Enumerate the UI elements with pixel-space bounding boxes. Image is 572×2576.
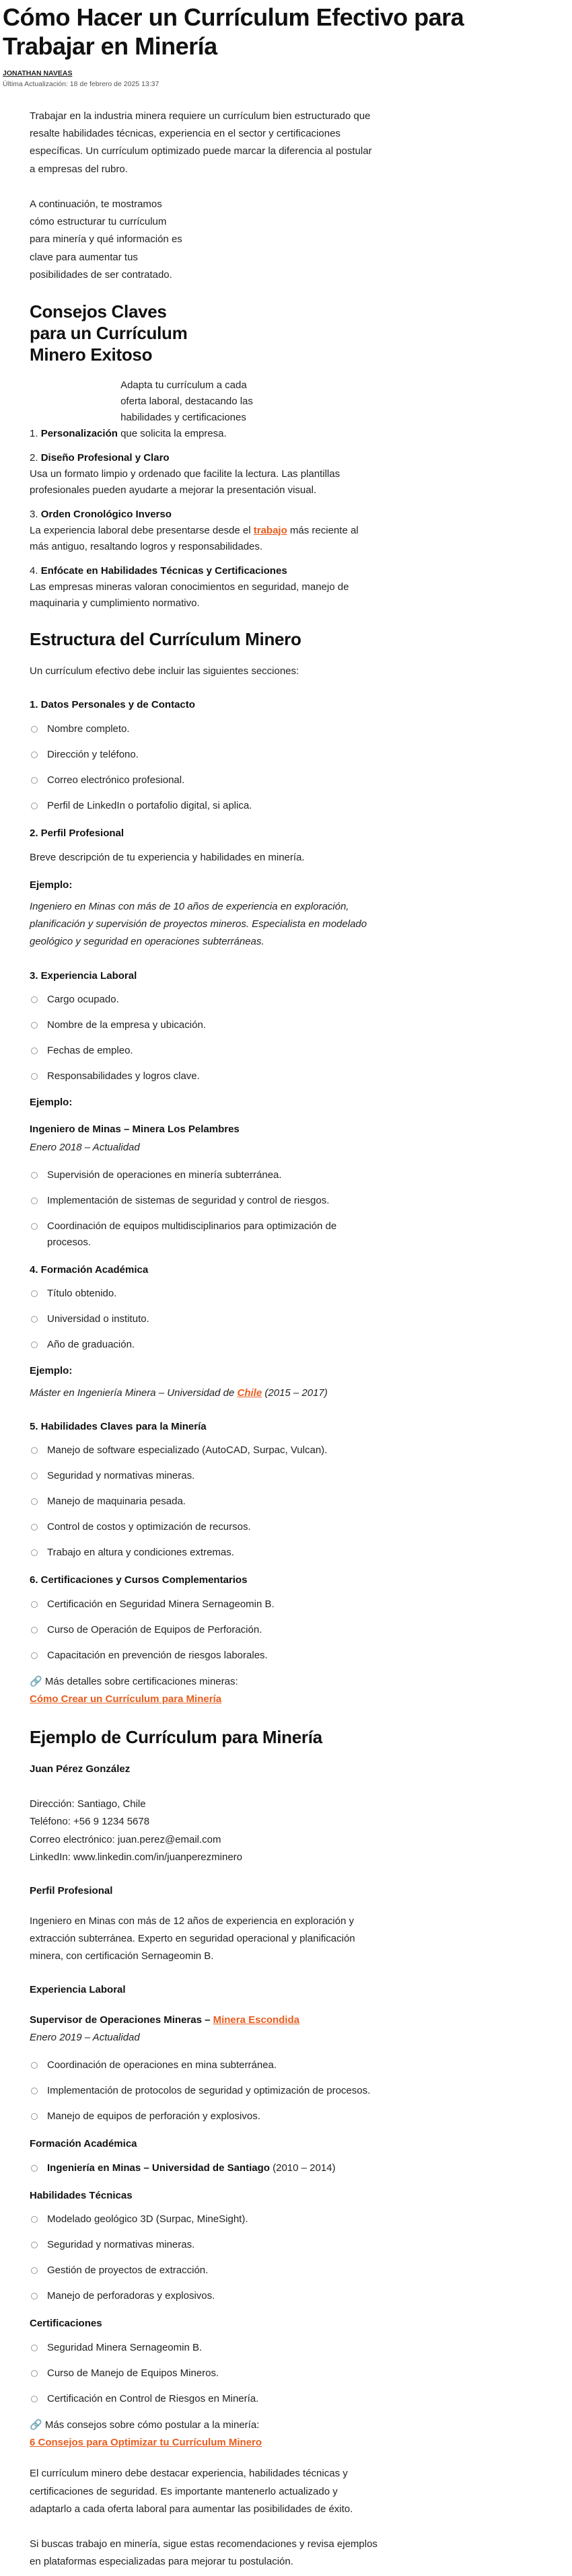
tip-item	[30, 507, 380, 555]
subsection-title: 3. Experiencia Laboral	[30, 969, 137, 982]
bullet-list	[30, 1596, 380, 1664]
tip-body	[120, 377, 255, 442]
link-icon: 🔗	[30, 2419, 42, 2431]
example-label: Ejemplo:	[30, 879, 73, 891]
subsection-title: 2. Perfil Profesional	[30, 827, 124, 839]
tip-body-text: La experiencia laboral debe presentarse desde el	[30, 525, 254, 537]
subsection-title: 6. Certificaciones y Cursos Complementarios	[30, 1574, 248, 1586]
bullet-list	[30, 2211, 380, 2304]
list-item: Seguridad Minera Sernageomin B.	[30, 2340, 380, 2356]
subsection-title: 5. Habilidades Claves para la Minería	[30, 1420, 207, 1432]
subsection-title: Experiencia Laboral	[30, 1984, 126, 1996]
list-item: Manejo de maquinaria pesada.	[30, 1494, 380, 1510]
list-item: Certificación en Control de Riesgos en Minería.	[30, 2391, 380, 2407]
closing-paragraph: El currículum minero debe destacar experiencia, habilidades técnicas y certificaciones de seguridad. Es importante mantenerlo actualizado y adaptarlo a cada oferta laboral para aumentar las posibilidades de éxito.	[30, 2468, 353, 2515]
list-item: Fechas de empleo.	[30, 1043, 380, 1059]
list-item: Perfil de LinkedIn o portafolio digital, si aplica.	[30, 798, 380, 814]
list-item: Certificación en Seguridad Minera Sernageomin B.	[30, 1596, 380, 1613]
byline	[3, 69, 559, 90]
bullet-list	[30, 2057, 380, 2125]
list-item: Coordinación de equipos multidisciplinarios para optimización de procesos.	[30, 1218, 380, 1251]
tip-title: Enfócate en Habilidades Técnicas y Certificaciones	[40, 565, 287, 577]
list-item: Nombre de la empresa y ubicación.	[30, 1017, 380, 1033]
section-heading-structure: Estructura del Currículum Minero	[30, 629, 301, 650]
list-item: Seguridad y normativas mineras.	[30, 1468, 380, 1484]
tip-body-text: más reciente al más antiguo, resaltando logros y responsabilidades.	[30, 525, 359, 553]
subsection-body: Breve descripción de tu experiencia y habilidades en minería.	[30, 852, 305, 864]
example-text: Ingeniero en Minas con más de 10 años de experiencia en exploración, planificación y supervisión de proyectos mineros. Especialista en modelado geológico y seguridad en operaciones subterráneas.	[30, 900, 367, 948]
article-body	[30, 108, 380, 2571]
list-item: Control de costos y optimización de recursos.	[30, 1519, 380, 1535]
spacer	[30, 1907, 380, 1913]
structure-lead: Un currículum efectivo debe incluir las siguientes secciones:	[30, 665, 299, 677]
cv-contact	[30, 1796, 380, 1866]
spacer	[30, 1115, 380, 1121]
chile-link[interactable]: Chile	[237, 1387, 262, 1399]
list-item: Coordinación de operaciones en mina subterránea.	[30, 2057, 380, 2073]
author-link[interactable]: JONATHAN NAVEAS	[3, 69, 73, 78]
tip-item	[30, 377, 380, 442]
cv-profile: Ingeniero en Minas con más de 12 años de experiencia en exploración y extracción subterránea. Experto en seguridad operacional y planificación minera, con certificación Sernageomin B.	[30, 1915, 355, 1962]
bullet-list	[30, 1442, 380, 1561]
subsection-title: Certificaciones	[30, 2318, 102, 2330]
more-info-text: Más consejos sobre cómo postular a la minería:	[44, 2419, 260, 2431]
cv-name: Juan Pérez González	[30, 1763, 131, 1775]
tip-body: Usa un formato limpio y ordenado que facilite la lectura. Las plantillas profesionales pueden ayudarte a mejorar la presentación visual.	[30, 468, 341, 496]
cv-job-title-text: Supervisor de Operaciones Mineras –	[30, 2014, 213, 2026]
list-item: Supervisión de operaciones en minería subterránea.	[30, 1167, 380, 1183]
tip-number: 1.	[30, 428, 38, 440]
subsection-title: 1. Datos Personales y de Contacto	[30, 699, 195, 711]
list-item: Dirección y teléfono.	[30, 747, 380, 763]
section-heading-example-cv: Ejemplo de Currículum para Minería	[30, 1727, 322, 1748]
tip-body: Las empresas mineras valoran conocimientos en seguridad, manejo de maquinaria y cumplimiento normativo.	[30, 581, 349, 610]
list-item: Trabajo en altura y condiciones extremas.	[30, 1545, 380, 1561]
related-article-link[interactable]: 6 Consejos para Optimizar tu Currículum Minero	[30, 2437, 262, 2449]
education-years: (2010 – 2014)	[269, 2162, 336, 2174]
contact-line: Teléfono: +56 9 1234 5678	[30, 1816, 150, 1828]
example-job-title: Ingeniero de Minas – Minera Los Pelambres	[30, 1124, 240, 1136]
list-item: Curso de Manejo de Equipos Mineros.	[30, 2365, 380, 2382]
intro-paragraph: Trabajar en la industria minera requiere un currículum bien estructurado que resalte habilidades técnicas, experiencia en el sector y certificaciones específicas. Un currículum optimizado puede marcar la diferencia al postular a empresas del rubro.	[30, 110, 372, 175]
subsection-title: Habilidades Técnicas	[30, 2189, 133, 2201]
minera-escondida-link[interactable]: Minera Escondida	[213, 2014, 299, 2026]
bullet-list	[30, 2160, 380, 2176]
tip-body-text: Adapta tu currículum a cada oferta laboral, destacando las habilidades y certificaciones que solicita la empresa.	[120, 379, 253, 440]
bullet-list	[30, 992, 380, 1084]
intro-paragraph-2: A continuación, te mostramos cómo estructurar tu currículum para minería y qué información es clave para aumentar tus posibilidades de ser contratado.	[30, 198, 182, 281]
list-item: Universidad o instituto.	[30, 1311, 380, 1327]
closing-paragraph-2: Si buscas trabajo en minería, sigue estas recomendaciones y revisa ejemplos en plataformas especializadas para mejorar tu postulación.	[30, 2538, 378, 2568]
list-item: Año de graduación.	[30, 1337, 380, 1353]
more-info	[30, 2417, 380, 2452]
example-text	[30, 1385, 380, 1402]
last-updated: Última Actualización: 18 de febrero de 2025 13:37	[3, 80, 159, 89]
tip-body	[30, 523, 380, 555]
bullet-list	[30, 1286, 380, 1353]
page-title: Cómo Hacer un Currículum Efectivo para Trabajar en Minería	[3, 3, 464, 61]
article-header	[0, 0, 572, 90]
list-item: Manejo de software especializado (AutoCAD, Surpac, Vulcan).	[30, 1442, 380, 1459]
example-text-part: Máster en Ingeniería Minera – Universidad de	[30, 1387, 238, 1399]
list-item: Manejo de perforadoras y explosivos.	[30, 2288, 380, 2304]
bullet-list	[30, 721, 380, 814]
tip-title: Personalización	[40, 428, 118, 440]
list-item: Seguridad y normativas mineras.	[30, 2237, 380, 2253]
list-item: Implementación de sistemas de seguridad y control de riesgos.	[30, 1193, 380, 1209]
list-item: Responsabilidades y logros clave.	[30, 1068, 380, 1084]
example-label: Ejemplo:	[30, 1097, 73, 1108]
tip-number: 2.	[30, 452, 38, 464]
contact-line: LinkedIn: www.linkedin.com/in/juanperezminero	[30, 1851, 242, 1863]
tip-title: Diseño Profesional y Claro	[40, 452, 170, 464]
tip-item	[30, 563, 380, 612]
cv-job-title	[30, 2012, 380, 2029]
example-text-part: (2015 – 2017)	[262, 1387, 328, 1399]
tip-title: Orden Cronológico Inverso	[40, 509, 172, 521]
spacer	[30, 2006, 380, 2012]
contact-line: Correo electrónico: juan.perez@email.com	[30, 1833, 221, 1845]
bullet-list	[30, 2340, 380, 2407]
example-job-dates: Enero 2018 – Actualidad	[30, 1141, 140, 1153]
tip-item	[30, 450, 380, 499]
list-item: Manejo de equipos de perforación y explosivos.	[30, 2108, 380, 2125]
list-item: Implementación de protocolos de seguridad y optimización de procesos.	[30, 2083, 380, 2099]
list-item: Nombre completo.	[30, 721, 380, 737]
subsection-title: 4. Formación Académica	[30, 1263, 149, 1276]
section-heading-tips: Consejos Claves para un Currículum Minero Exitoso	[30, 301, 188, 365]
list-item: Curso de Operación de Equipos de Perforación.	[30, 1622, 380, 1638]
link-icon: 🔗	[30, 1675, 42, 1687]
more-info	[30, 1673, 380, 1709]
subsection-title: Formación Académica	[30, 2138, 137, 2150]
education-degree: Ingeniería en Minas – Universidad de Santiago	[47, 2162, 270, 2174]
subsection-title: Perfil Profesional	[30, 1885, 113, 1897]
tip-number: 3.	[30, 509, 38, 521]
list-item: Cargo ocupado.	[30, 992, 380, 1008]
list-item: Correo electrónico profesional.	[30, 772, 380, 788]
contact-line: Dirección: Santiago, Chile	[30, 1798, 146, 1810]
related-article-link[interactable]: Cómo Crear un Currículum para Minería	[30, 1693, 222, 1705]
trabajo-link[interactable]: trabajo	[253, 525, 287, 537]
list-item: Título obtenido.	[30, 1286, 380, 1302]
tip-number: 4.	[30, 565, 38, 577]
list-item: Gestión de proyectos de extracción.	[30, 2262, 380, 2279]
example-label: Ejemplo:	[30, 1365, 73, 1377]
list-item: Capacitación en prevención de riesgos laborales.	[30, 1648, 380, 1664]
more-info-text: Más detalles sobre certificaciones mineras:	[44, 1675, 238, 1687]
spacer	[30, 1711, 380, 1722]
list-item	[30, 2160, 380, 2176]
bullet-list	[30, 1167, 380, 1251]
cv-job-dates: Enero 2019 – Actualidad	[30, 2032, 140, 2044]
list-item: Modelado geológico 3D (Surpac, MineSight).	[30, 2211, 380, 2228]
